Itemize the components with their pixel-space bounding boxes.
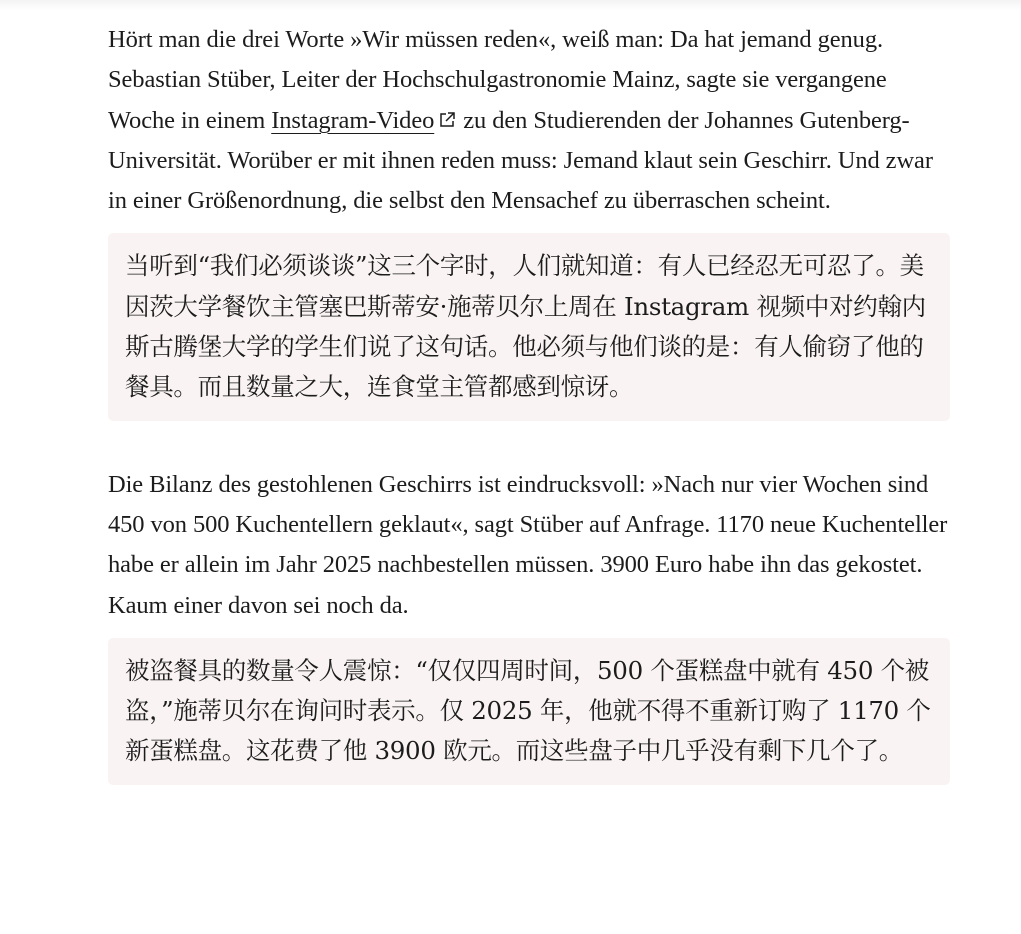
external-link-icon [437,110,457,130]
translation-box-1: 当听到“我们必须谈谈”这三个字时，人们就知道：有人已经忍无可忍了。美因茨大学餐饮主管塞巴斯蒂安·施蒂贝尔上周在 Instagram 视频中对约翰内斯古腾堡大学的学生们说了这句话。他必须与他们谈的是：有人偷窃了他的餐具。而且数量之大，连食堂主管都感到惊讶。 [108,233,950,420]
article-paragraph-1 [108,20,950,221]
paragraph-spacer [108,421,950,465]
article-paragraph-2: Die Bilanz des gestohlenen Geschirrs ist eindrucksvoll: »Nach nur vier Wochen sind 450 von 500 Kuchentellern geklaut«, sagt Stüber auf Anfrage. 1170 neue Kuchenteller habe er allein im Jahr 2025 nachbestellen müssen. 3900 Euro habe ihn das gekostet. Kaum einer davon sei noch da. [108,470,948,619]
paragraph-1-text-end: zu den Studierenden der Johannes Gutenberg-Universität. Worüber er mit ihnen reden muss: Jemand klaut sein Geschirr. Und zwar in einer Größenordnung, die selbst den Mensachef zu überraschen scheint. [108,106,933,215]
translation-box-2: 被盗餐具的数量令人震惊：“仅仅四周时间，500 个蛋糕盘中就有 450 个被盗，”施蒂贝尔在询问时表示。仅 2025 年，他就不得不重新订购了 1170 个新蛋糕盘。这花费了他 3900 欧元。而这些盘子中几乎没有剩下几个了。 [108,638,950,785]
article-body [108,20,950,785]
top-fade [0,0,1021,10]
instagram-video-link[interactable] [271,107,457,134]
paragraph-1-text-start: Hört man die drei Worte »Wir müssen reden«, weiß man: Da hat jemand genug. Sebastian Stüber, Leiter der Hochschulgastronomie Mainz, sagte sie vergangene Woche in einem [108,26,887,134]
instagram-video-link-label: Instagram-Video [271,106,435,134]
